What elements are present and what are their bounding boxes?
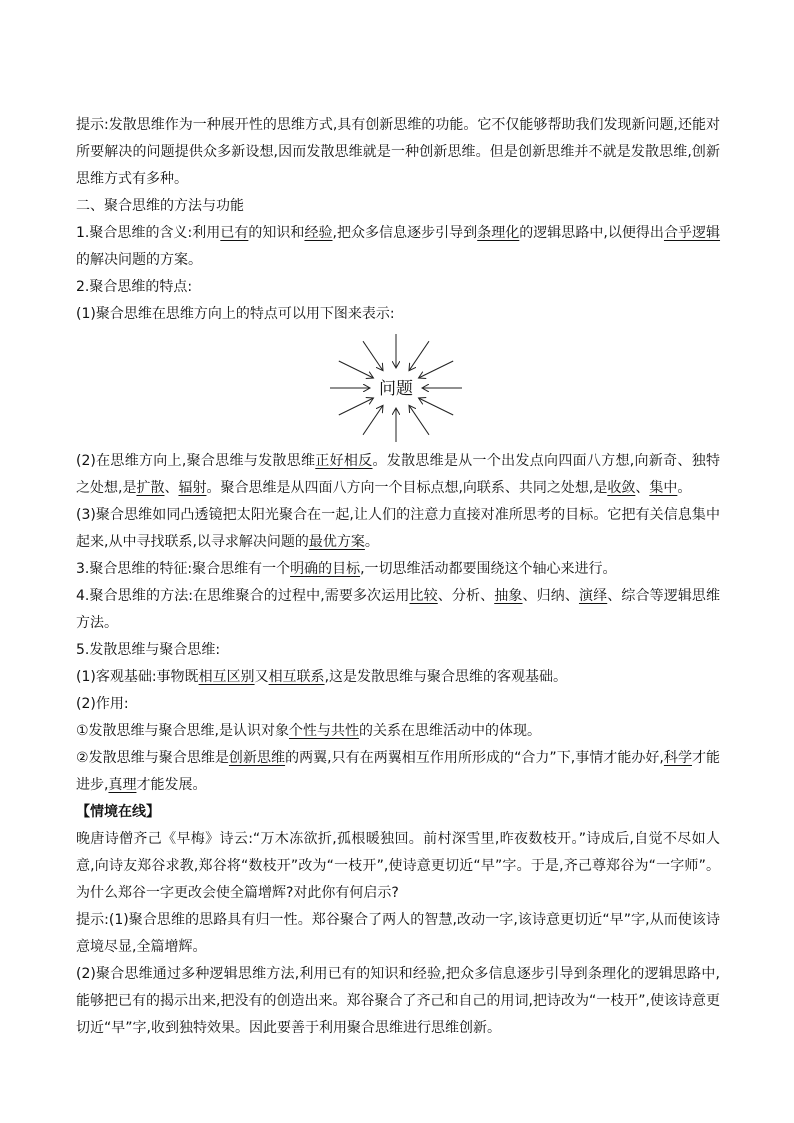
arrow (419, 361, 454, 378)
paragraph (76, 826, 720, 907)
text-segment: 1.聚合思维的含义:利用 (76, 225, 221, 241)
text-segment: 2.聚合思维的特点: (76, 279, 193, 295)
underlined-term: 经验 (304, 225, 333, 241)
underlined-term: 演绎 (578, 588, 608, 604)
diagram-center-label: 问题 (379, 379, 413, 399)
text-segment: (1)客观基础:事物既 (76, 669, 199, 685)
text-segment: 提示:发散思维作为一种展开性的思维方式,具有创新思维的功能。它不仅能够帮助我们发现新问题,还能对所要解决的问题提供众多新设想,因而发散思维就是一种创新思维。但是创新思维并不就是发散思维,创新思维方式有多种。 (76, 117, 720, 187)
underlined-term: 合乎逻辑 (663, 225, 721, 241)
text-segment: ,一切思维活动都要围绕这个轴心来进行。 (360, 561, 617, 577)
text-segment: 的两翼,只有在两翼相互作用所形成的“合力”下,事情才能办好, (285, 750, 664, 766)
text-segment: 才能进步, (76, 750, 721, 793)
text-segment: 才能发展。 (136, 777, 207, 793)
paragraph (76, 961, 720, 1042)
section-before-diagram (76, 112, 720, 328)
text-segment: 提示:(1)聚合思维的思路具有归一性。郑谷聚合了两人的智慧,改动一字,该诗意更切近“早”字,从而使该诗意境尽显,全篇增辉。 (76, 912, 720, 955)
paragraph (76, 274, 720, 301)
text-segment: 的关系在思维活动中的体现。 (359, 723, 542, 739)
paragraph (76, 637, 720, 664)
document-body (76, 112, 720, 1042)
text-segment: 的知识和 (248, 225, 305, 241)
underlined-term: 科学 (663, 750, 692, 766)
section-heading: 【情境在线】 (76, 804, 160, 820)
underlined-term: 最优方案 (308, 534, 365, 550)
text-segment: 。 (677, 480, 692, 496)
arrow (363, 341, 383, 371)
underlined-term: 已有 (220, 225, 249, 241)
arrow (419, 398, 454, 415)
paragraph (76, 907, 720, 961)
paragraph (76, 301, 720, 328)
convergent-thinking-diagram (76, 328, 720, 448)
underlined-term: 相互区别 (198, 669, 255, 685)
paragraph (76, 745, 720, 799)
underlined-term: 明确的目标 (290, 561, 361, 577)
underlined-term: 抽象 (494, 588, 523, 604)
text-segment: 3.聚合思维的特征:聚合思维有一个 (76, 561, 291, 577)
text-segment: 二、聚合思维的方法与功能 (76, 198, 244, 214)
arrow (409, 341, 429, 371)
underlined-term: 相互联系 (268, 669, 325, 685)
arrow (339, 361, 374, 378)
paragraph (76, 220, 720, 274)
underlined-term: 个性与共性 (289, 723, 360, 739)
text-segment: 、 (635, 480, 650, 496)
text-segment: 、 (164, 480, 179, 496)
underlined-term: 真理 (108, 777, 137, 793)
text-segment: (3)聚合思维如同凸透镜把太阳光聚合在一起,让人们的注意力直接对准所思考的目标。它把有关信息集中起来,从中寻找联系,以寻求解决问题的 (76, 507, 720, 550)
underlined-term: 正好 (315, 453, 344, 469)
arrow (409, 405, 429, 435)
text-segment: ,这是发散思维与聚合思维的客观基础。 (324, 669, 568, 685)
underlined-term: 辐射 (178, 480, 207, 496)
text-segment: 5.发散思维与聚合思维: (76, 642, 221, 658)
paragraph (76, 502, 720, 556)
text-segment: 、分析、 (437, 588, 495, 604)
diagram-svg (316, 328, 476, 448)
text-segment: 4.聚合思维的方法:在思维聚合的过程中,需要多次运用 (76, 588, 410, 604)
text-segment: (1)聚合思维在思维方向上的特点可以用下图来表示: (76, 306, 395, 322)
text-segment: 。 (364, 534, 379, 550)
text-segment: 的解决问题的方案。 (76, 252, 202, 268)
text-segment: (2)聚合思维通过多种逻辑思维方法,利用已有的知识和经验,把众多信息逐步引导到条理化的逻辑思路中,能够把已有的揭示出来,把没有的创造出来。郑谷聚合了齐己和自己的用词,把诗改为“一枝开”,使该诗意更切近“早”字,收到独特效果。因此要善于利用聚合思维进行思维创新。 (76, 966, 720, 1036)
text-segment: (2)在思维方向上,聚合思维与发散思维 (76, 453, 316, 469)
text-segment: 、归纳、 (522, 588, 579, 604)
paragraph (76, 193, 720, 220)
text-segment: ②发散思维与聚合思维是 (76, 750, 229, 766)
text-segment: ①发散思维与聚合思维,是认识对象 (76, 723, 290, 739)
paragraph (76, 691, 720, 718)
paragraph (76, 448, 720, 502)
arrow (339, 398, 374, 415)
underlined-term: 相反 (343, 453, 373, 469)
text-segment: 。聚合思维是从四面八方向一个目标点想,向联系、共同之处想,是 (206, 480, 608, 496)
text-segment: 、综合等逻辑思维方法。 (76, 588, 721, 631)
paragraph (76, 112, 720, 193)
section-after-diagram (76, 448, 720, 1042)
paragraph (76, 556, 720, 583)
underlined-term: 比较 (409, 588, 438, 604)
text-segment: 又 (254, 669, 269, 685)
text-segment: ,把众多信息逐步引导到 (332, 225, 478, 241)
underlined-term: 条理化 (477, 225, 520, 241)
underlined-term: 扩散 (136, 480, 165, 496)
underlined-term: 集中 (649, 480, 678, 496)
paragraph (76, 664, 720, 691)
paragraph (76, 583, 720, 637)
underlined-term: 收敛 (607, 480, 636, 496)
paragraph (76, 799, 720, 826)
arrow (363, 405, 383, 435)
text-segment: (2)作用: (76, 696, 129, 712)
text-segment: 的逻辑思路中,以便得出 (519, 225, 664, 241)
underlined-term: 创新思维 (228, 750, 286, 766)
text-segment: 。发散思维是从一个出发点向四面八方想,向新奇、独特之处想,是 (76, 453, 721, 496)
paragraph (76, 718, 720, 745)
text-segment: 晚唐诗僧齐己《早梅》诗云:“万木冻欲折,孤根暖独回。前村深雪里,昨夜数枝开。”诗成后,自觉不尽如人意,向诗友郑谷求教,郑谷将“数枝开”改为“一枝开”,使诗意更切近“早”字。于是,齐己尊郑谷为“一字师”。为什么郑谷一字更改会使全篇增辉?对此你有何启示? (76, 831, 720, 901)
